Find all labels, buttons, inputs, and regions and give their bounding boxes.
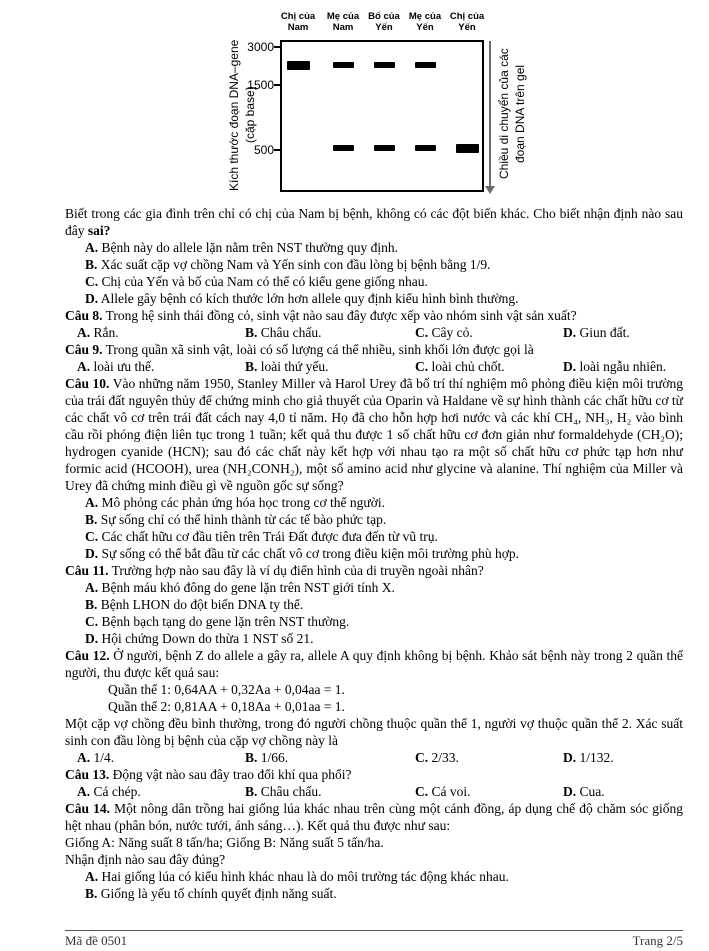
option-text: loài chủ chốt. [431, 359, 505, 374]
option-a [65, 358, 245, 375]
question-10-option-d [65, 545, 683, 562]
option-letter: D. [85, 631, 99, 646]
option-letter: D. [563, 359, 577, 374]
gel-right-axis-title [496, 34, 528, 194]
option-letter: D. [563, 325, 577, 340]
option-text: Giun đất. [579, 325, 630, 340]
option-letter: A. [77, 750, 91, 765]
gel-band [287, 61, 310, 70]
lane-label-line: Yến [375, 22, 393, 33]
option-letter: A. [85, 580, 99, 595]
option-text: Châu chấu. [260, 325, 322, 340]
option-text: Bệnh máu khó đông do gene lặn trên NST giới tính X. [101, 580, 395, 595]
option-text: Cá chép. [93, 784, 141, 799]
question-8 [65, 307, 683, 324]
option-text: Rắn. [93, 325, 119, 340]
option-letter: B. [245, 325, 258, 340]
question-13 [65, 766, 683, 783]
option-letter: C. [415, 750, 429, 765]
gel-diagram [0, 0, 709, 202]
question-text: Ở người, bệnh Z do allele a gây ra, allele A quy định không bị bệnh. Khảo sát bệnh này trong 2 quần thể người, thu được kết quả sau: [65, 648, 684, 680]
gel-tick-1500: 1500 [247, 78, 274, 92]
option-text: Bệnh LHON do đột biến DNA ty thể. [100, 597, 304, 612]
option-text: Xác suất cặp vợ chồng Nam và Yến sinh con đầu lòng bị bệnh bằng 1/9. [100, 257, 491, 272]
gel-lane-label-5 [439, 11, 495, 33]
question-content [65, 205, 683, 902]
option-b [245, 324, 415, 341]
option-b [245, 749, 415, 766]
question-text: Vào những năm 1950, Stanley Miller và Harol Urey đã bố trí thí nghiệm mô phỏng điều kiện môi trường của trái đất nguyên thủy để chứng minh cho giả thuyết của Oparin và Haldane về sự hình thành các chất hữu cơ từ các chất vô cơ trên trái đất cách nay 4,0 tỉ năm. Họ đã cho hỗn hợp hơi nước và các khí CH₄, NH₃, H₂ vào bình cầu rồi phóng điện liên tục trong 1 tuần; kết quả thu được 1 số chất hữu cơ đơn giản như formaldehyde (CH₂O); hydrogen cyanide (HCN); sau đó các chất này kết hợp với nhau tạo ra một số chất hữu cơ phức tạp hơn như formic acid (HCOOH), urea (NH₂CONH₂), một số amino acid như glycine và alanine. Thí nghiệm của Miller và Urey đã chứng minh điều gì về nguồn gốc sự sống? [65, 376, 683, 493]
lane-label-line: Nam [332, 22, 354, 33]
page-number: Trang 2/5 [632, 933, 683, 948]
option-b [245, 783, 415, 800]
option-letter: B. [245, 750, 258, 765]
question-12-equation-2: Quần thể 2: 0,81AA + 0,18Aa + 0,01aa = 1. [108, 699, 345, 714]
option-letter: B. [85, 597, 98, 612]
option-text: Châu chấu. [260, 784, 322, 799]
option-text: 1/66. [260, 750, 289, 765]
option-letter: D. [563, 750, 577, 765]
question-9-options [65, 358, 683, 375]
gel-band [415, 145, 436, 151]
gel-band [374, 62, 395, 68]
gel-tick-3000: 3000 [247, 40, 274, 54]
option-letter: D. [85, 291, 99, 306]
option-text: Chị của Yến và bố của Nam có thể có kiểu gene giống nhau. [101, 274, 428, 289]
question-10-option-c [65, 528, 683, 545]
gel-tick-500: 500 [253, 143, 274, 157]
option-text: Bệnh bạch tạng do gene lặn trên NST thường. [101, 614, 350, 629]
lane-label-line: Mẹ của [408, 11, 442, 22]
option-d [563, 358, 683, 375]
question-14-prompt-line: Nhận định nào sau đây đúng? [65, 852, 226, 867]
option-c [415, 324, 563, 341]
question-number: Câu 14. [65, 801, 110, 816]
question-number: Câu 9. [65, 342, 103, 357]
option-text: Mô phỏng các phản ứng hóa học trong cơ thể người. [101, 495, 385, 510]
intro-option-c [65, 273, 683, 290]
option-text: Sự sống chỉ có thể hình thành từ các tế bào phức tạp. [100, 512, 387, 527]
option-text: Sự sống có thể bắt đầu từ các chất vô cơ trong điều kiện môi trường phù hợp. [101, 546, 520, 561]
option-letter: B. [245, 784, 258, 799]
intro-option-b [65, 256, 683, 273]
question-text: Trong hệ sinh thái đồng cỏ, sinh vật nào sau đây được xếp vào nhóm sinh vật sản xuất? [105, 308, 577, 323]
lane-label-line: Yến [458, 22, 476, 33]
option-text: Hai giống lúa có kiểu hình khác nhau là do môi trường tác động khác nhau. [101, 869, 509, 884]
option-c [415, 749, 563, 766]
exam-code: Mã đề 0501 [65, 933, 128, 948]
question-8-options [65, 324, 683, 341]
lane-label-line: Bố của [368, 11, 400, 22]
option-letter: C. [415, 325, 429, 340]
option-letter: A. [77, 784, 91, 799]
question-13-options [65, 783, 683, 800]
option-letter: C. [85, 529, 99, 544]
option-letter: B. [85, 886, 98, 901]
option-text: Cây cỏ. [431, 325, 473, 340]
lane-label-line: Mẹ của [326, 11, 360, 22]
option-text: Giống là yếu tố chính quyết định năng suất. [100, 886, 337, 901]
option-text: Cua. [579, 784, 605, 799]
option-text: loài ưu thế. [93, 359, 155, 374]
question-number: Câu 12. [65, 648, 110, 663]
lane-label-line: Chị của [280, 11, 316, 22]
question-11-option-c [65, 613, 683, 630]
page-footer [65, 930, 683, 949]
option-letter: B. [85, 257, 98, 272]
question-14-option-a [65, 868, 683, 885]
option-letter: C. [415, 784, 429, 799]
gel-band [456, 144, 479, 153]
question-text: Một nông dân trồng hai giống lúa khác nhau trên cùng một cánh đồng, áp dụng chế độ chăm sóc giống hệt nhau (phân bón, nước tưới, ánh sáng…). Kết quả thu được như sau: [65, 801, 683, 833]
gel-band [333, 145, 354, 151]
option-text: loài thứ yếu. [260, 359, 329, 374]
option-letter: C. [85, 614, 99, 629]
gel-band [374, 145, 395, 151]
question-14-results-line: Giống A: Năng suất 8 tấn/ha; Giống B: Năng suất 5 tấn/ha. [65, 835, 384, 850]
option-c [415, 783, 563, 800]
question-12 [65, 647, 683, 681]
option-letter: D. [85, 546, 99, 561]
lane-label-line: Yến [416, 22, 434, 33]
migration-arrow [489, 41, 491, 187]
intro-option-d [65, 290, 683, 307]
gel-right-axis-line1: Chiều di chuyển của các [497, 48, 511, 180]
question-number: Câu 13. [65, 767, 110, 782]
gel-y-axis-title [226, 34, 258, 196]
gel-right-axis-line2: đoạn DNA trên gel [513, 64, 527, 164]
question-12-continuation: Một cặp vợ chồng đều bình thường, trong đó người chồng thuộc quần thể 1, người vợ thuộc quần thể 2. Xác suất sinh con đầu lòng bị bệnh của cặp vợ chồng này là [65, 716, 683, 748]
question-14 [65, 800, 683, 834]
option-text: 2/33. [431, 750, 459, 765]
option-a [65, 749, 245, 766]
question-number: Câu 8. [65, 308, 103, 323]
question-number: Câu 10. [65, 376, 110, 391]
question-number: Câu 11. [65, 563, 109, 578]
question-12-equation-1: Quần thể 1: 0,64AA + 0,32Aa + 0,04aa = 1. [108, 682, 345, 697]
option-text: Các chất hữu cơ đầu tiên trên Trái Đất được đưa đến từ vũ trụ. [101, 529, 438, 544]
question-10-option-b [65, 511, 683, 528]
question-text: Động vật nào sau đây trao đổi khí qua phổi? [112, 767, 352, 782]
option-d [563, 783, 683, 800]
option-b [245, 358, 415, 375]
option-letter: A. [85, 869, 99, 884]
option-c [415, 358, 563, 375]
option-text: Bệnh này do allele lặn nằm trên NST thường quy định. [101, 240, 399, 255]
option-d [563, 749, 683, 766]
option-letter: C. [85, 274, 99, 289]
option-text: Allele gây bệnh có kích thước lớn hơn allele quy định kiểu hình bình thường. [100, 291, 519, 306]
option-letter: C. [415, 359, 429, 374]
option-d [563, 324, 683, 341]
question-text: Trong quần xã sinh vật, loài có số lượng cá thể nhiều, sinh khối lớn được gọi là [105, 342, 534, 357]
gel-band [333, 62, 354, 68]
option-letter: D. [563, 784, 577, 799]
intro-text: Biết trong các gia đình trên chỉ có chị của Nam bị bệnh, không có các đột biến khác. Cho biết nhận định nào sau đây [65, 206, 683, 238]
option-letter: A. [77, 325, 91, 340]
question-14-option-b [65, 885, 683, 902]
option-text: 1/132. [579, 750, 614, 765]
lane-label-line: Chị của [449, 11, 485, 22]
option-letter: A. [85, 240, 99, 255]
question-9 [65, 341, 683, 358]
question-12-options [65, 749, 683, 766]
question-11-option-b [65, 596, 683, 613]
option-letter: A. [85, 495, 99, 510]
question-11-option-d [65, 630, 683, 647]
lane-label-line: Nam [287, 22, 309, 33]
question-10-option-a [65, 494, 683, 511]
option-a [65, 324, 245, 341]
question-11 [65, 562, 683, 579]
question-11-option-a [65, 579, 683, 596]
question-10 [65, 375, 683, 494]
gel-y-axis-title-line2: (cặp base) [243, 86, 257, 144]
option-letter: A. [77, 359, 91, 374]
option-letter: B. [245, 359, 258, 374]
option-text: 1/4. [93, 750, 115, 765]
intro-option-a [65, 239, 683, 256]
gel-band [415, 62, 436, 68]
option-text: loài ngẫu nhiên. [579, 359, 667, 374]
migration-arrow-head-icon [485, 186, 495, 194]
option-text: Hội chứng Down do thừa 1 NST số 21. [101, 631, 314, 646]
question-text: Trường hợp nào sau đây là ví dụ điển hình của di truyền ngoài nhân? [111, 563, 484, 578]
intro-paragraph [65, 205, 683, 239]
option-letter: B. [85, 512, 98, 527]
option-a [65, 783, 245, 800]
gel-y-axis-title-line1: Kích thước đoạn DNA–gene [227, 39, 241, 191]
intro-bold-word: sai? [87, 223, 111, 238]
option-text: Cá voi. [431, 784, 471, 799]
